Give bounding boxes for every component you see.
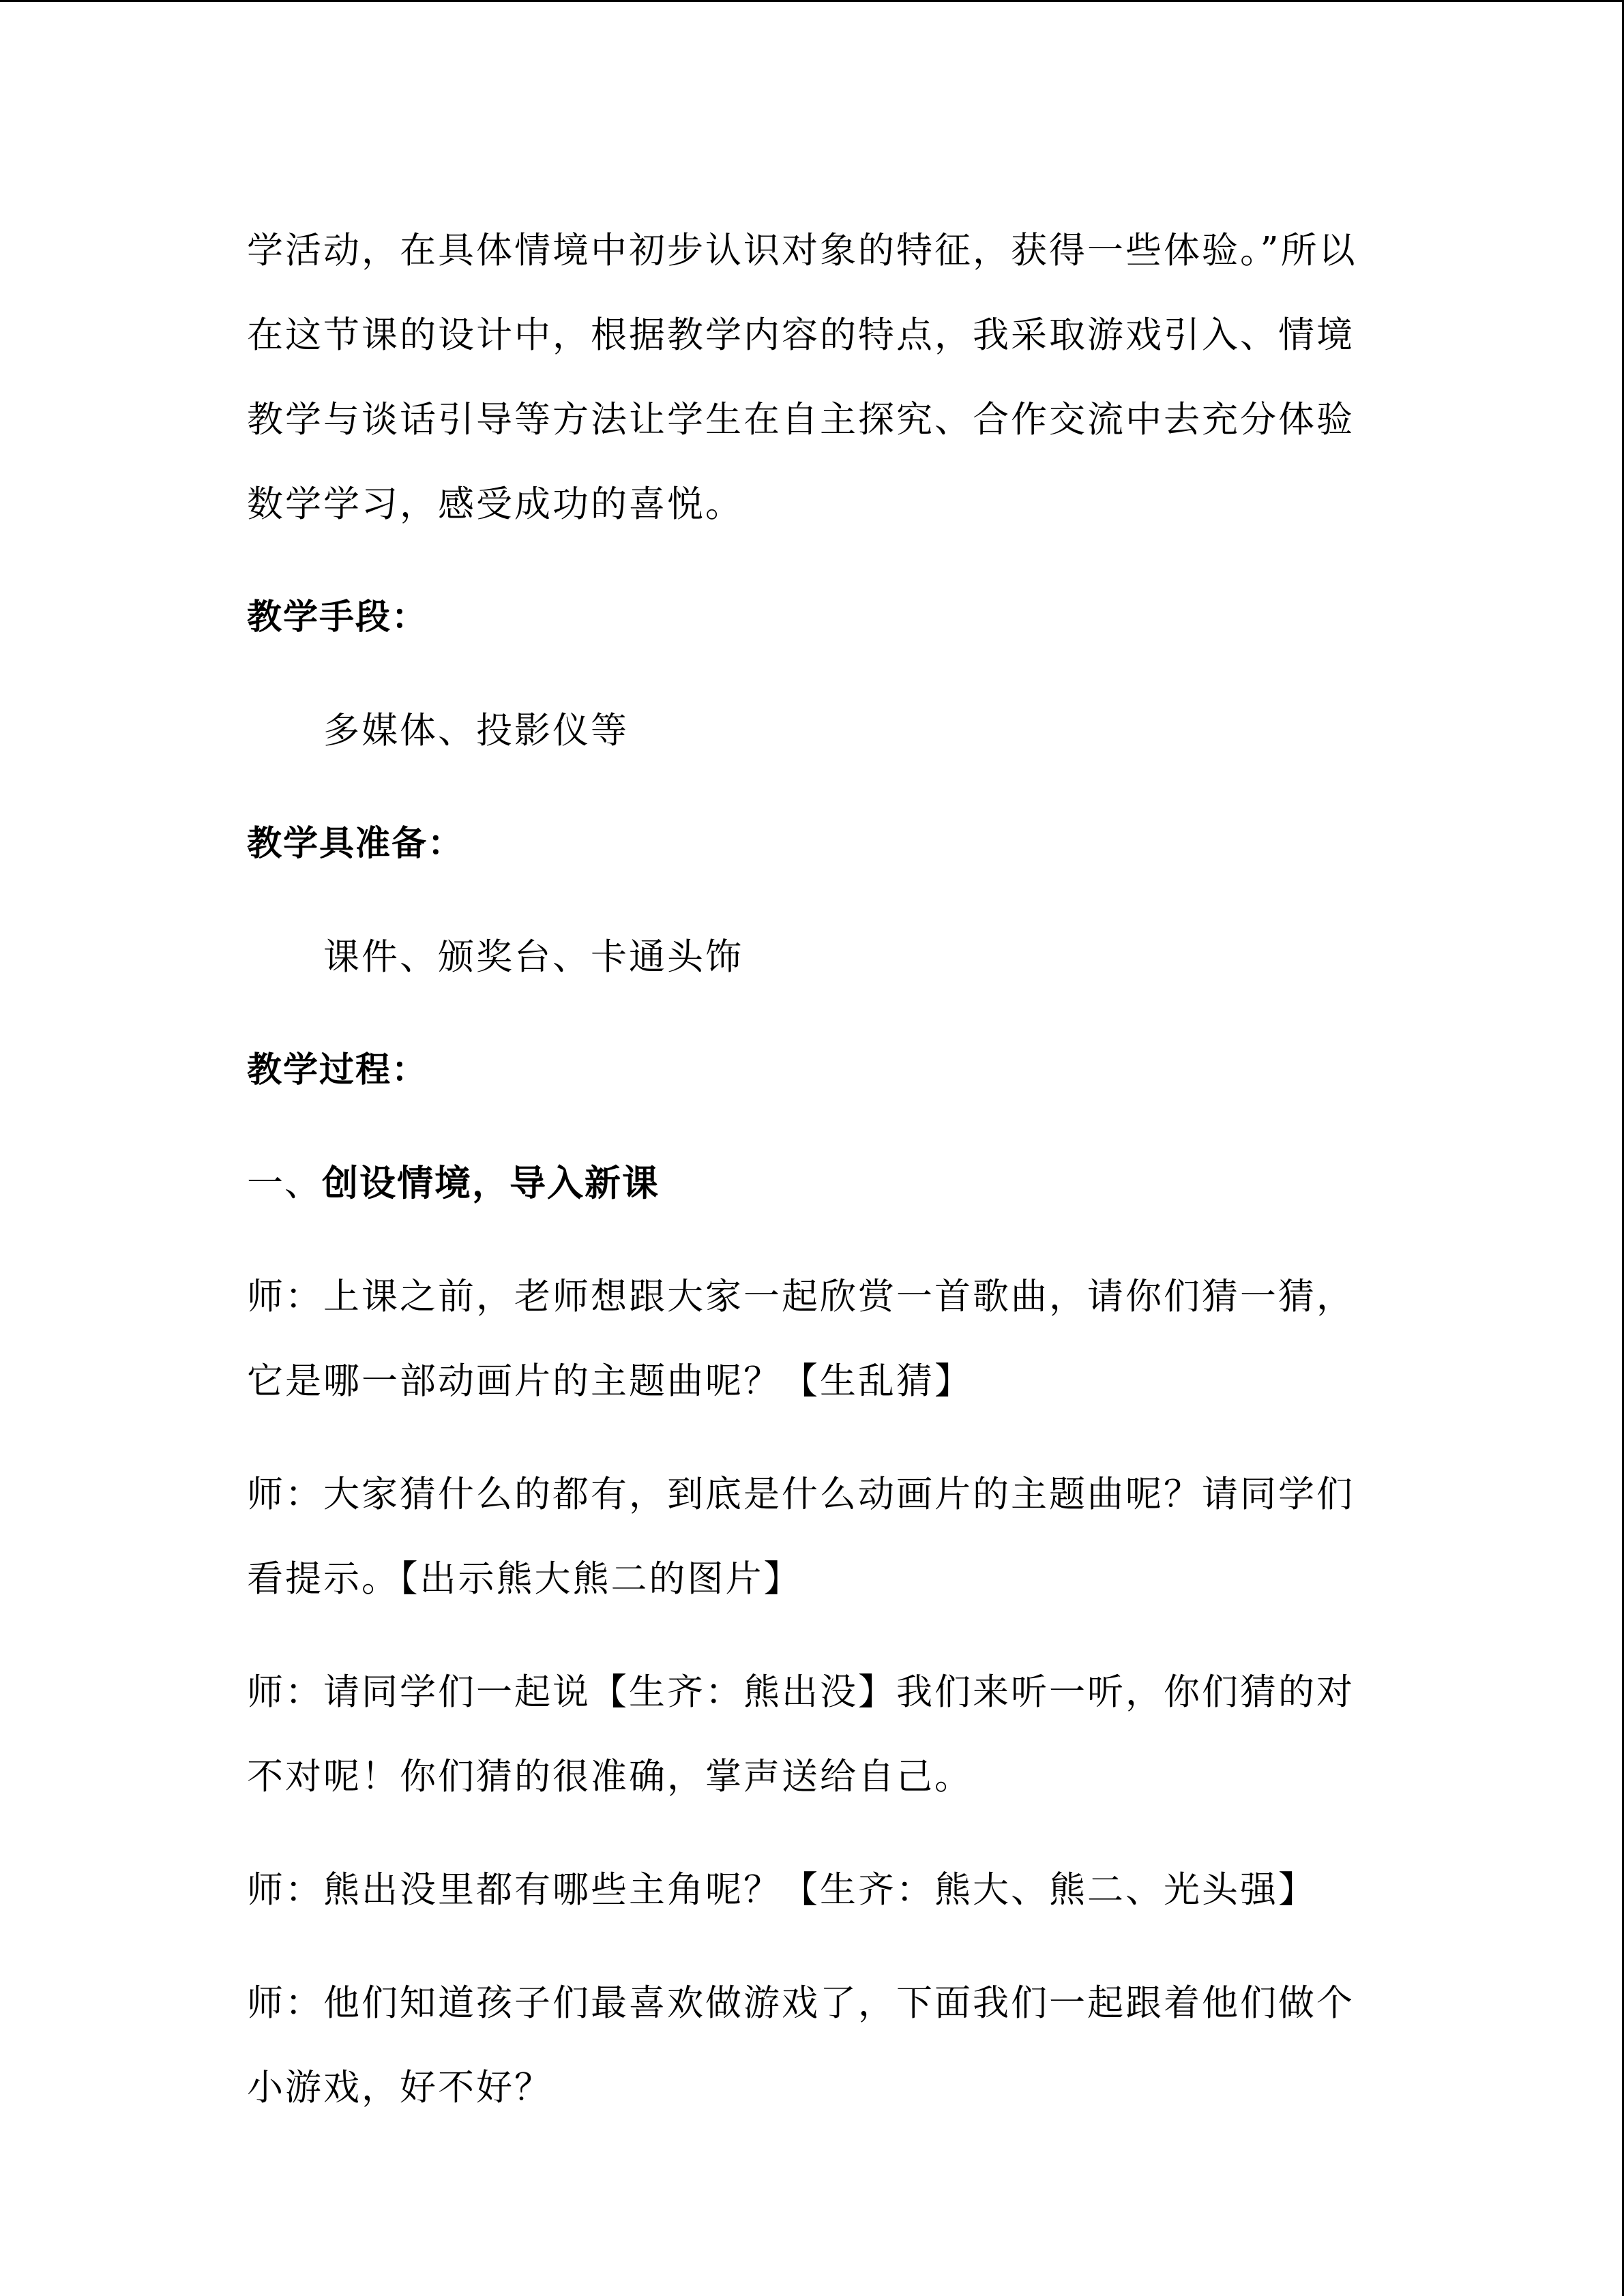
dialogue-line: 看提示。【出示熊大熊二的图片】: [247, 1558, 802, 1600]
materials-heading: 教学具准备：: [247, 824, 464, 864]
materials-text: 课件、颁奖台、卡通头饰: [323, 936, 743, 978]
document-body: [247, 209, 1379, 2159]
dialogue-paragraph: [247, 1961, 1379, 2130]
dialogue-paragraph: [247, 1848, 1379, 1933]
teaching-means-text: 多媒体、投影仪等: [323, 710, 629, 751]
page-top-border: [0, 0, 1624, 2]
intro-line: 教学与谈话引导等方法让学生在自主探究、合作交流中去充分体验: [247, 399, 1355, 441]
intro-paragraph: [247, 209, 1379, 547]
dialogue-line: 师：熊出没里都有哪些主角呢？【生齐：熊大、熊二、光头强】: [247, 1869, 1316, 1911]
teaching-means-heading: 教学手段：: [247, 597, 428, 638]
dialogue-line: 它是哪一部动画片的主题曲呢？【生乱猜】: [247, 1360, 973, 1402]
dialogue-line: 师：大家猜什么的都有，到底是什么动画片的主题曲呢？请同学们: [247, 1474, 1355, 1515]
section-one-title-text: 创设情境，导入新课: [322, 1163, 660, 1204]
intro-line: 数学学习，感受成功的喜悦。: [247, 483, 743, 525]
intro-line: 在这节课的设计中，根据教学内容的特点，我采取游戏引入、情境: [247, 314, 1355, 356]
dialogue-paragraph: [247, 1452, 1379, 1622]
section-one-title: [247, 1142, 1379, 1226]
intro-line: 学活动，在具体情境中初步认识对象的特征，获得一些体验。”所以: [247, 230, 1357, 271]
dialogue-line: 小游戏，好不好？: [247, 2067, 552, 2108]
dialogue-line: 师：上课之前，老师想跟大家一起欣赏一首歌曲，请你们猜一猜，: [247, 1276, 1355, 1317]
section-one-prefix: 一、: [247, 1163, 322, 1204]
dialogue-line: 不对呢！你们猜的很准确，掌声送给自己。: [247, 1756, 973, 1798]
dialogue-paragraph: [247, 1650, 1379, 1819]
process-heading: 教学过程：: [247, 1050, 428, 1090]
dialogue-line: 师：请同学们一起说【生齐：熊出没】我们来听一听，你们猜的对: [247, 1671, 1355, 1713]
dialogue-line: 师：他们知道孩子们最喜欢做游戏了，下面我们一起跟着他们做个: [247, 1982, 1355, 2024]
dialogue-paragraph: [247, 1255, 1379, 1424]
